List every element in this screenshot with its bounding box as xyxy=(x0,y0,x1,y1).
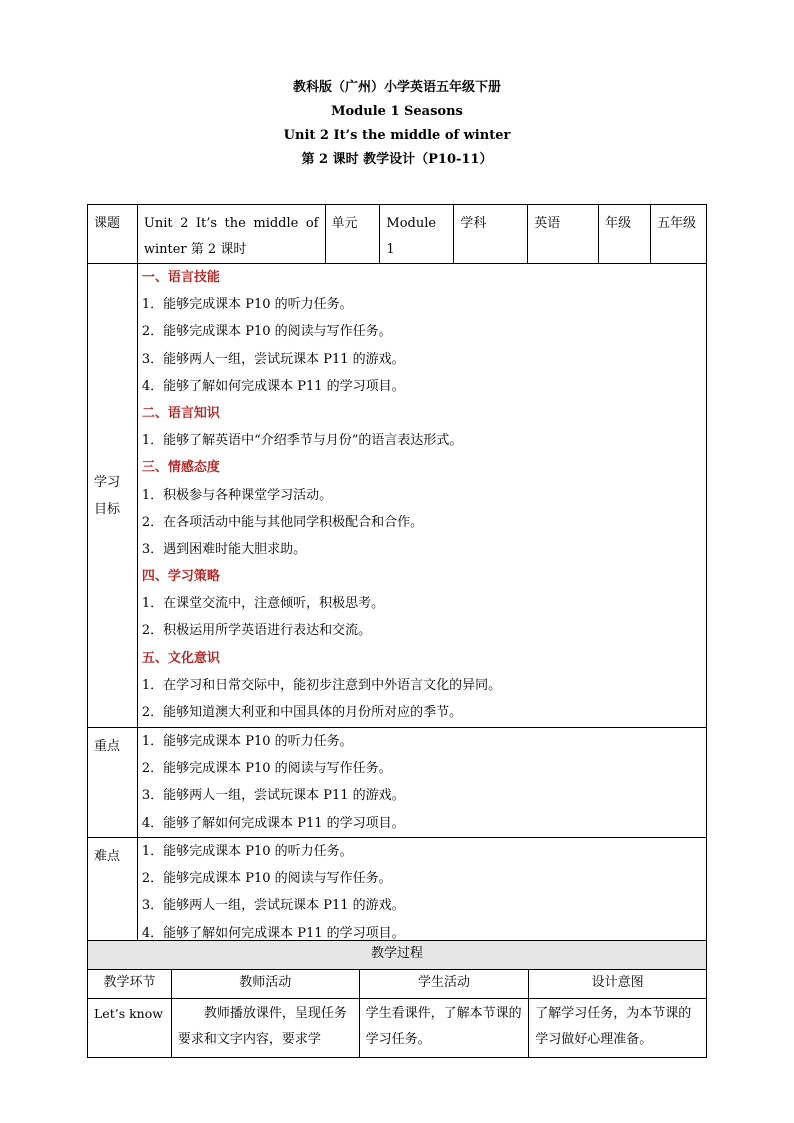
grade-label: 年级 xyxy=(599,205,651,264)
unit-label: 单元 xyxy=(325,205,380,264)
unit-value: Module 1 xyxy=(380,205,454,264)
process-header-row xyxy=(88,970,707,999)
list-item: 1．能够完成课本 P10 的听力任务。 xyxy=(141,844,353,859)
objective-heading: 三、情感态度 xyxy=(141,460,220,476)
list-item: 2．能够知道澳大利亚和中国具体的月份所对应的季节。 xyxy=(141,705,463,720)
teacher-cell: 教师播放课件，呈现任务要求和文字内容，要求学 xyxy=(171,999,359,1058)
list-item: 2．能够完成课本 P10 的阅读与写作任务。 xyxy=(141,871,392,887)
process-row xyxy=(88,999,707,1058)
info-row xyxy=(88,205,707,264)
objective-heading: 二、语言知识 xyxy=(141,405,220,421)
intent-cell: 了解学习任务，为本节课的学习做好心理准备。 xyxy=(529,999,707,1058)
list-item: 3．能够两人一组，尝试玩课本 P11 的游戏。 xyxy=(141,351,405,367)
list-item: 1．能够了解英语中“介绍季节与月份”的语言表达形式。 xyxy=(141,433,463,449)
objective-heading: 一、语言技能 xyxy=(141,270,220,285)
difficulties-label: 难点 xyxy=(88,838,138,948)
list-item: 3．能够两人一组，尝试玩课本 P11 的游戏。 xyxy=(141,788,405,804)
list-item: 4．能够了解如何完成课本 P11 的学习项目。 xyxy=(141,815,405,831)
list-item: 1．在学习和日常交际中，能初步注意到中外语言文化的异同。 xyxy=(141,677,502,693)
key-points-label: 重点 xyxy=(88,728,138,838)
topic-value-line: Unit 2 It’s the middle of xyxy=(143,216,319,231)
lesson-info-table xyxy=(87,204,707,948)
key-points-row xyxy=(88,728,707,838)
col-intent: 设计意图 xyxy=(529,970,707,999)
list-item: 2．积极运用所学英语进行表达和交流。 xyxy=(141,623,372,639)
list-item: 1．在课堂交流中，注意倾听，积极思考。 xyxy=(141,596,385,612)
list-item: 1．能够完成课本 P10 的听力任务。 xyxy=(141,734,353,749)
col-teacher: 教师活动 xyxy=(171,970,359,999)
list-item: 4．能够了解如何完成课本 P11 的学习项目。 xyxy=(141,925,405,941)
list-item: 4．能够了解如何完成课本 P11 的学习项目。 xyxy=(141,378,405,394)
difficulties-list xyxy=(138,838,706,947)
teaching-process-table xyxy=(87,940,707,1058)
difficulties-row xyxy=(88,838,707,948)
module-title: Module 1 Seasons xyxy=(331,104,463,119)
objectives-label-line: 目标 xyxy=(94,501,121,517)
document-header xyxy=(0,76,794,172)
stage-cell: Let’s know xyxy=(88,999,172,1058)
subject-value: 英语 xyxy=(528,205,599,264)
list-item: 3．能够两人一组，尝试玩课本 P11 的游戏。 xyxy=(141,898,405,914)
lesson-title: 第 2 课时 教学设计（P10-11） xyxy=(301,152,493,167)
col-student: 学生活动 xyxy=(359,970,529,999)
objectives-label xyxy=(88,264,138,728)
col-stage: 教学环节 xyxy=(88,970,172,999)
process-title: 教学过程 xyxy=(88,941,707,970)
objective-heading: 四、学习策略 xyxy=(141,569,220,585)
subject-label: 学科 xyxy=(454,205,528,264)
list-item: 2．能够完成课本 P10 的阅读与写作任务。 xyxy=(141,761,392,777)
list-item: 2．在各项活动中能与其他同学积极配合和合作。 xyxy=(141,514,424,530)
objectives-content xyxy=(137,264,706,728)
topic-label: 课题 xyxy=(88,205,138,264)
objective-heading: 五、文化意识 xyxy=(141,650,220,666)
grade-value: 五年级 xyxy=(651,205,707,264)
student-cell: 学生看课件，了解本节课的学习任务。 xyxy=(359,999,529,1058)
difficulties-content xyxy=(137,838,706,948)
document-title: 教科版（广州）小学英语五年级下册 xyxy=(292,80,501,95)
objectives-row xyxy=(88,264,707,728)
unit-title: Unit 2 It’s the middle of winter xyxy=(283,128,511,143)
topic-value xyxy=(137,205,325,264)
topic-value-line: winter 第 2 课时 xyxy=(143,242,247,257)
key-points-content xyxy=(137,728,706,838)
list-item: 1．能够完成课本 P10 的听力任务。 xyxy=(141,297,353,313)
list-item: 2．能够完成课本 P10 的阅读与写作任务。 xyxy=(141,324,392,340)
list-item: 3．遇到困难时能大胆求助。 xyxy=(141,541,307,557)
objectives-label-line: 学习 xyxy=(94,474,121,490)
objectives-list xyxy=(138,264,706,726)
list-item: 1．积极参与各种课堂学习活动。 xyxy=(141,487,333,503)
key-points-list xyxy=(138,728,706,837)
